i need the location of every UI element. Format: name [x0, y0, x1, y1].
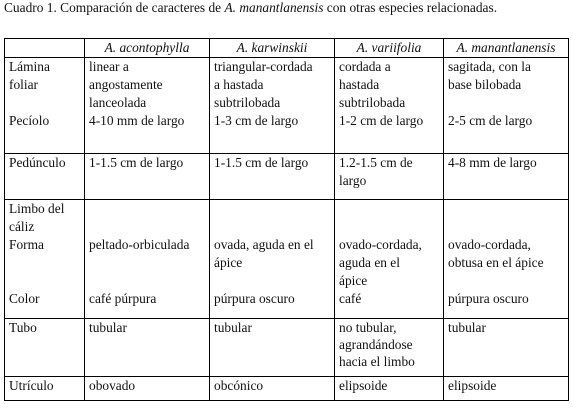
cell-variifolia-limbo	[335, 200, 444, 319]
limbo-label-line: Limbo del	[9, 201, 65, 216]
cell-line: lanceolada	[89, 95, 147, 110]
cell-forma: obtusa en el ápice	[448, 255, 544, 270]
table-header-row	[5, 39, 569, 58]
header-manantlanensis: A. manantlanensis	[444, 39, 569, 58]
caption-suffix: con otras especies relacionadas.	[323, 0, 498, 15]
cell-karwinskii-utriculo: obcónico	[210, 377, 335, 401]
cell-line: 4-8 mm de largo	[448, 155, 537, 170]
row-label-color: Color	[9, 291, 40, 306]
cell-variifolia-utriculo: elipsoide	[335, 377, 444, 401]
cell-color: café púrpura	[89, 291, 157, 306]
cell-line: agrandándose	[339, 337, 413, 352]
cell-line: 1-1.5 cm de largo	[214, 155, 309, 170]
limbo-label-line: cáliz	[9, 219, 35, 234]
header-karwinskii: A. karwinskii	[210, 39, 335, 58]
cell-color: café	[339, 291, 362, 306]
cell-forma: ápice	[339, 273, 368, 288]
cell-line: hastada	[339, 77, 380, 92]
cell-forma: ovado-cordada,	[448, 237, 531, 252]
cell-line: 1-1.5 cm de largo	[89, 155, 184, 170]
cell-line: angostamente	[89, 77, 163, 92]
cell-karwinskii-limbo	[210, 200, 335, 319]
cell-line: 1.2-1.5 cm de	[339, 155, 413, 170]
row-label-lamina	[5, 58, 85, 154]
cell-peciolo: 2-5 cm de largo	[448, 113, 533, 128]
row-label-tubo: Tubo	[5, 319, 85, 377]
lamina-label-line: Lámina	[9, 59, 50, 74]
table-row-lamina-peciolo	[5, 58, 569, 154]
cell-forma: peltado-orbiculada	[89, 237, 190, 252]
cell-variifolia-pedunculo	[335, 154, 444, 200]
header-acontophylla: A. acontophylla	[85, 39, 210, 58]
row-label-limbo	[5, 200, 85, 319]
table-row-utriculo	[5, 377, 569, 401]
cell-acontophylla-lamina	[85, 58, 210, 154]
cell-acontophylla-pedunculo	[85, 154, 210, 200]
table-caption	[4, 0, 497, 16]
header-blank-cell	[5, 39, 85, 58]
cell-line: triangular-cordada	[214, 59, 313, 74]
table-row-pedunculo	[5, 154, 569, 200]
cell-line: tubular	[448, 320, 486, 335]
cell-line: tubular	[214, 320, 252, 335]
cell-peciolo: 1-3 cm de largo	[214, 113, 299, 128]
row-label-forma: Forma	[9, 237, 44, 252]
cell-line: hacia el limbo	[339, 354, 415, 369]
cell-karwinskii-pedunculo	[210, 154, 335, 200]
cell-line: base bilobada	[448, 77, 522, 92]
cell-line: a hastada	[214, 77, 264, 92]
cell-line: tubular	[89, 320, 127, 335]
cell-peciolo: 1-2 cm de largo	[339, 113, 424, 128]
cell-manantlanensis-lamina	[444, 58, 569, 154]
cell-variifolia-lamina	[335, 58, 444, 154]
lamina-label-line: foliar	[9, 77, 38, 92]
table-row-limbo	[5, 200, 569, 319]
cell-acontophylla-tubo	[85, 319, 210, 377]
caption-prefix: Cuadro 1. Comparación de caracteres de	[4, 0, 225, 15]
cell-peciolo: 4-10 mm de largo	[89, 113, 185, 128]
cell-line: linear a	[89, 59, 129, 74]
cell-manantlanensis-utriculo: elipsoide	[444, 377, 569, 401]
cell-forma: ovada, aguda en el	[214, 237, 314, 252]
cell-line: subtrilobada	[214, 95, 281, 110]
cell-acontophylla-limbo	[85, 200, 210, 319]
cell-karwinskii-lamina	[210, 58, 335, 154]
cell-manantlanensis-limbo	[444, 200, 569, 319]
cell-acontophylla-utriculo: obovado	[85, 377, 210, 401]
row-label-utriculo: Utrículo	[5, 377, 85, 401]
cell-forma: ápice	[214, 255, 243, 270]
row-label-pedunculo: Pedúnculo	[5, 154, 85, 200]
cell-line: largo	[339, 173, 367, 188]
cell-forma: aguda en el	[339, 255, 400, 270]
cell-manantlanensis-pedunculo	[444, 154, 569, 200]
cell-line: cordada a	[339, 59, 391, 74]
cell-color: púrpura oscuro	[448, 291, 529, 306]
cell-line: sagitada, con la	[448, 59, 531, 74]
cell-line: no tubular,	[339, 320, 397, 335]
cell-line: subtrilobada	[339, 95, 406, 110]
table-row-tubo	[5, 319, 569, 377]
cell-color: púrpura oscuro	[214, 291, 295, 306]
header-variifolia: A. variifolia	[335, 39, 444, 58]
row-label-peciolo: Pecíolo	[9, 113, 50, 128]
cell-karwinskii-tubo	[210, 319, 335, 377]
comparison-table	[4, 38, 569, 401]
caption-species: A. manantlanensis	[224, 0, 324, 15]
cell-manantlanensis-tubo	[444, 319, 569, 377]
cell-forma: ovado-cordada,	[339, 237, 422, 252]
cell-variifolia-tubo	[335, 319, 444, 377]
